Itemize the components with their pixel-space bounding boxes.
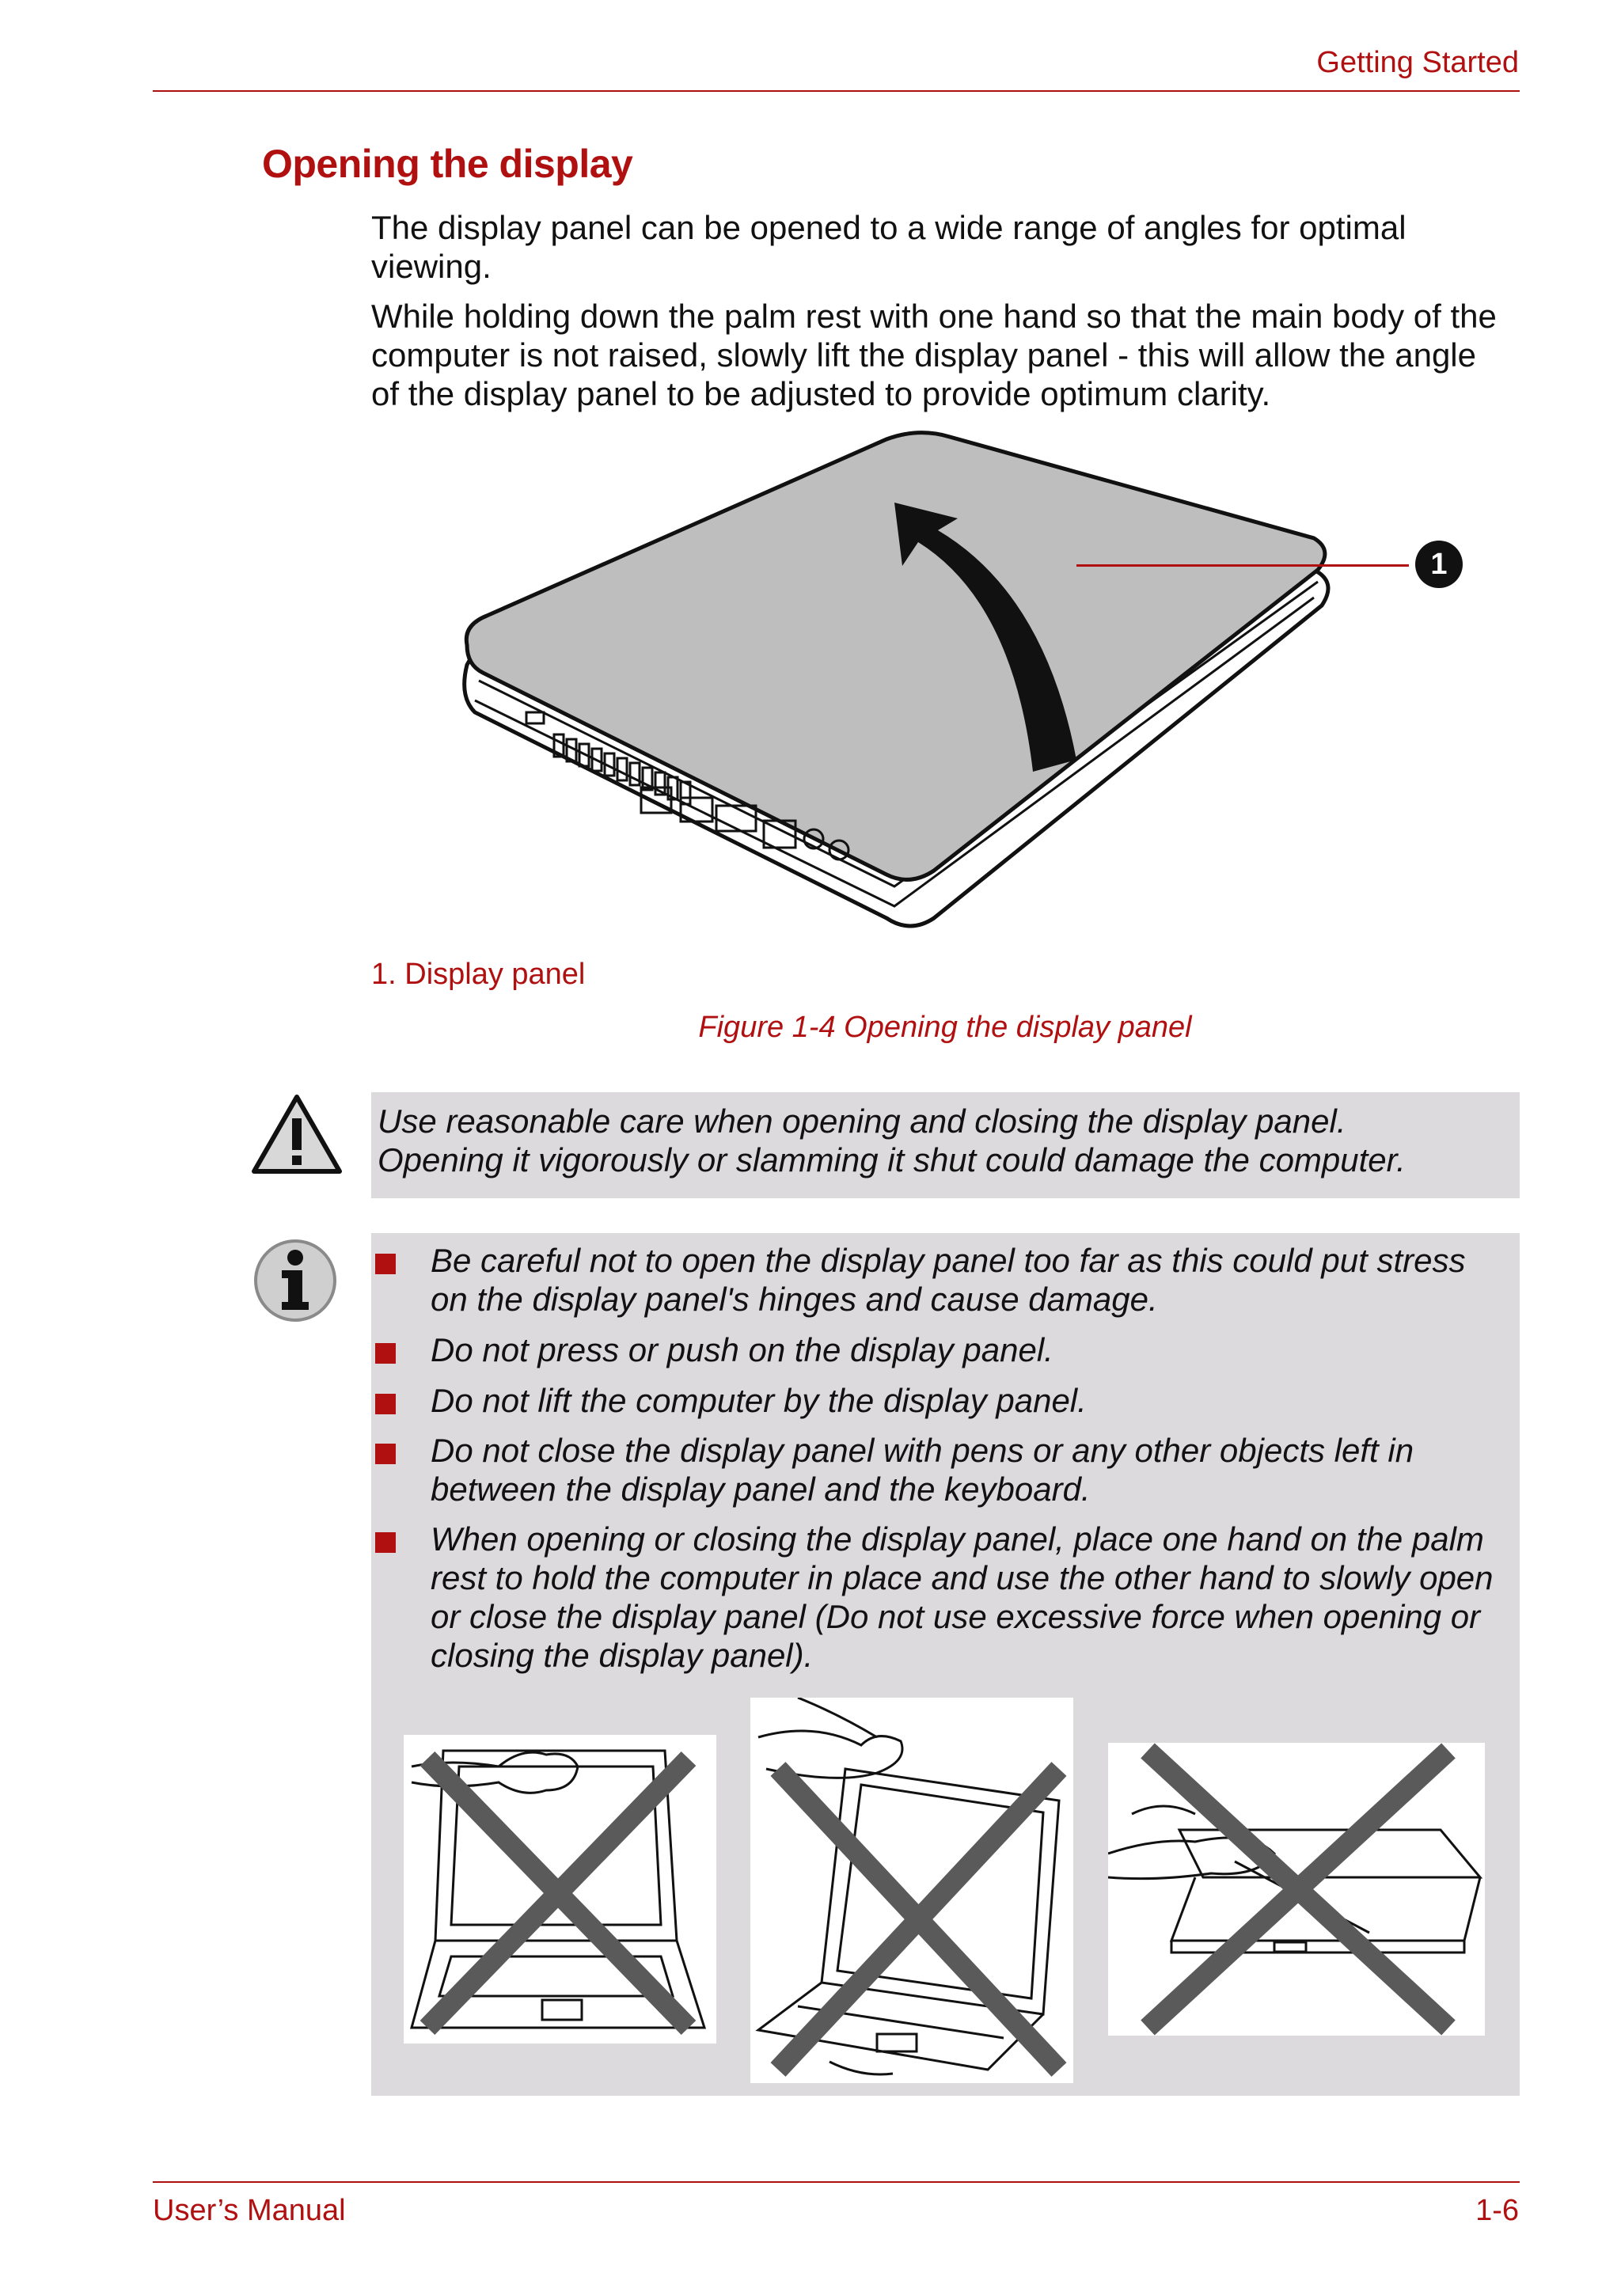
info-icon — [252, 1237, 339, 1324]
note-bullet-text: Do not close the display panel with pens or any other objects left in between the display panel and the keyboard. — [431, 1432, 1414, 1508]
note-bullet-text: Be careful not to open the display panel too far as this could put stress on the display panel's hinges and cause damage. — [431, 1242, 1466, 1318]
bullet-square-icon — [375, 1254, 396, 1274]
footer-manual-title: User’s Manual — [153, 2194, 346, 2227]
footer-page-number: 1-6 — [1475, 2194, 1519, 2227]
footer-rule — [153, 2181, 1520, 2183]
header-rule — [153, 90, 1520, 92]
bullet-square-icon — [375, 1444, 396, 1464]
section-title: Opening the display — [262, 142, 633, 186]
paragraph-1: The display panel can be opened to a wide range of angles for optimal viewing. — [371, 209, 1407, 285]
callout-number-1: 1 — [1415, 541, 1463, 588]
bullet-square-icon — [375, 1532, 396, 1553]
paragraph-2: While holding down the palm rest with one hand so that the main body of the computer is not raised, slowly lift the display panel - this will allow the angle of the display panel to be adjusted to provide optimum clarity. — [371, 298, 1497, 412]
caution-text-line-2: Opening it vigorously or slamming it shut could damage the computer. — [378, 1141, 1406, 1178]
note-bullet-text: When opening or closing the display panel, place one hand on the palm rest to hold the computer in place and use the other hand to slowly open or close the display panel (Do not use excessive force when opening or closing the display panel). — [431, 1520, 1494, 1674]
dont-press-display-illustration — [404, 1735, 716, 2044]
bullet-square-icon — [375, 1343, 396, 1364]
warning-triangle-icon — [249, 1091, 344, 1178]
figure-item-label: 1. Display panel — [371, 958, 586, 991]
caution-text-line-1: Use reasonable care when opening and closing the display panel. — [378, 1102, 1346, 1140]
laptop-opening-illustration — [443, 427, 1504, 950]
dont-lift-by-display-illustration — [750, 1698, 1073, 2083]
dont-close-on-objects-illustration — [1108, 1743, 1485, 2036]
note-bullet-text: Do not lift the computer by the display panel. — [431, 1382, 1087, 1419]
note-bullet-text: Do not press or push on the display panel. — [431, 1331, 1053, 1368]
figure-caption: Figure 1-4 Opening the display panel — [698, 1011, 1192, 1044]
running-header: Getting Started — [1316, 46, 1519, 79]
callout-leader-line — [1076, 564, 1409, 567]
bullet-square-icon — [375, 1394, 396, 1414]
